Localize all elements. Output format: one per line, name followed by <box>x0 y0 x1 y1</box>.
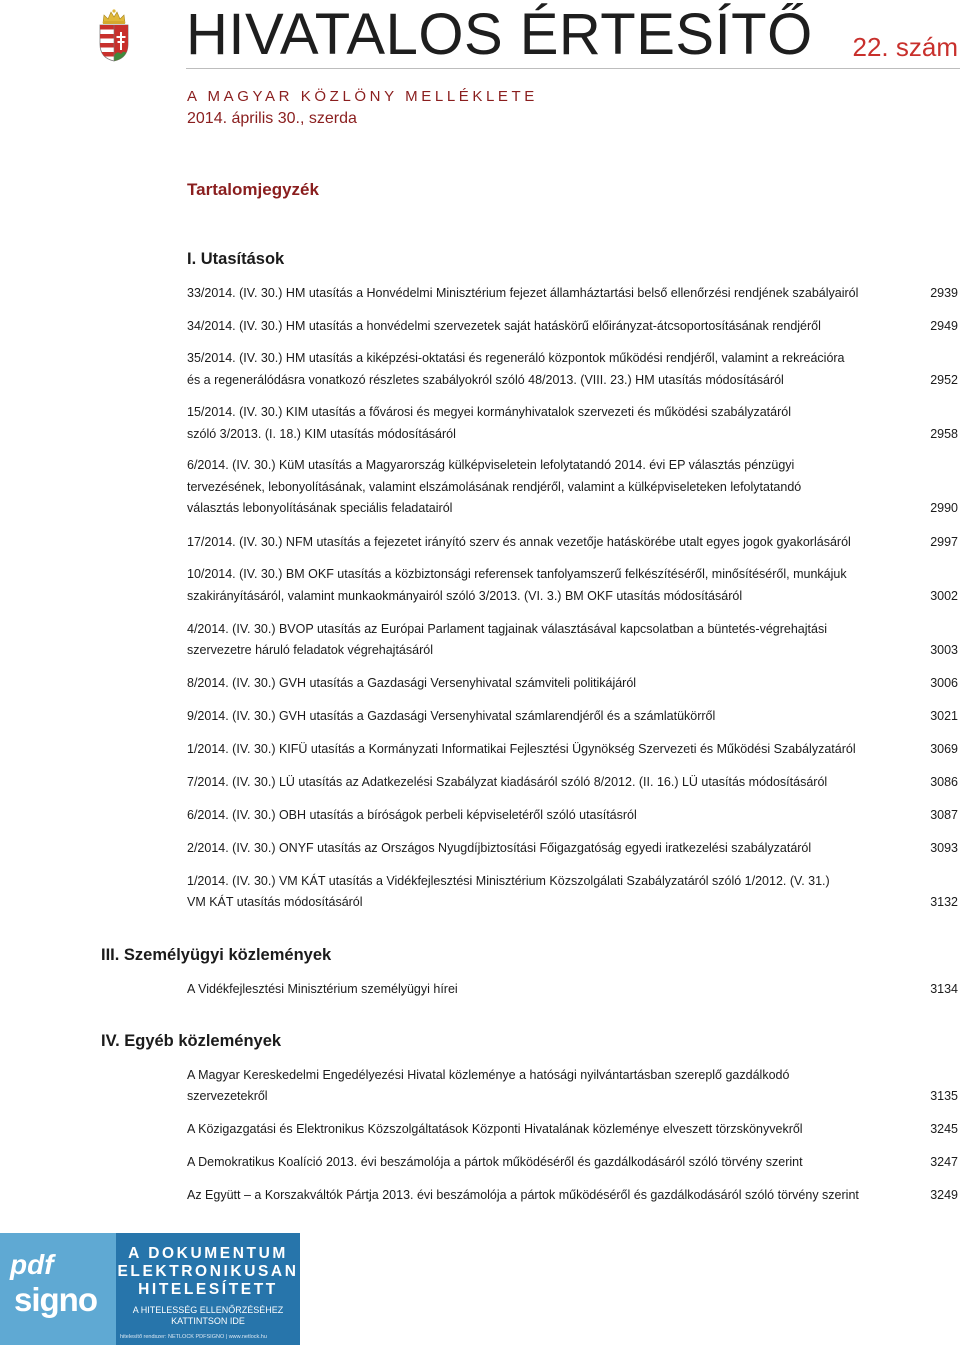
toc-page-number: 3086 <box>930 775 958 789</box>
toc-page-number: 3245 <box>930 1122 958 1136</box>
toc-entry-text: 33/2014. (IV. 30.) HM utasítás a Honvédelmi Minisztérium fejezet államháztartási belső ellenőrzési rendjének szabályairól <box>187 286 859 300</box>
badge-panel <box>116 1233 300 1345</box>
coat-of-arms-icon <box>96 8 132 62</box>
toc-page-number: 3021 <box>930 709 958 723</box>
toc-entry-text: 17/2014. (IV. 30.) NFM utasítás a fejezetet irányító szerv és annak vezetője hatáskörébe utalt egyes jogok gyakorlásáról <box>187 535 851 549</box>
publication-subtitle: A MAGYAR KÖZLÖNY MELLÉKLETE <box>187 88 538 105</box>
publication-date: 2014. április 30., szerda <box>187 110 357 127</box>
section-heading-egyeb: IV. Egyéb közlemények <box>101 1032 282 1050</box>
toc-page-number: 2952 <box>930 373 958 387</box>
toc-page-number: 3003 <box>930 643 958 657</box>
toc-entry-text: 6/2014. (IV. 30.) KüM utasítás a Magyarország külképviseletein lefolytatandó 2014. évi EP választás pénzügyi <box>187 458 795 472</box>
toc-page-number: 3006 <box>930 676 958 690</box>
logo-pdf-text: pdf <box>10 1249 54 1280</box>
toc-page-number: 2997 <box>930 535 958 549</box>
toc-page-number: 3069 <box>930 742 958 756</box>
toc-entry-text: 1/2014. (IV. 30.) VM KÁT utasítás a Vidékfejlesztési Minisztérium Közszolgálati Szabályzatáról szóló 1/2012. (V. 31.) <box>187 874 830 888</box>
authentication-badge[interactable] <box>0 1233 300 1345</box>
issue-number: 22. szám <box>852 32 958 62</box>
toc-entry-text: választás lebonyolításának speciális feladatairól <box>187 501 453 515</box>
toc-entry-text: 6/2014. (IV. 30.) OBH utasítás a bíróságok perbeli képviseletéről szóló utasításról <box>187 808 637 822</box>
toc-page-number: 2949 <box>930 319 958 333</box>
toc-entry-text: 7/2014. (IV. 30.) LÜ utasítás az Adatkezelési Szabályzat kiadásáról szóló 8/2012. (II. 16.) LÜ utasítás módosításáról <box>187 775 828 789</box>
toc-page-number: 3002 <box>930 589 958 603</box>
toc-entry-text: VM KÁT utasítás módosításáról <box>187 895 363 909</box>
toc-entry-text: 10/2014. (IV. 30.) BM OKF utasítás a közbiztonsági referensek tanfolyamszerű felkészítéséről, minősítéséről, munkájuk <box>187 567 847 581</box>
badge-line-2: ELEKTRONIKUSAN <box>117 1263 299 1280</box>
toc-entry-text: és a regenerálódásra vonatkozó részletes szabályokról szóló 48/2013. (VIII. 23.) HM utasítás módosításáról <box>187 373 784 387</box>
toc-entry-text: A Közigazgatási és Elektronikus Közszolgáltatások Központi Hivatalának közleménye elveszett törzskönyvekről <box>187 1122 803 1136</box>
section-heading-szemelyugyi: III. Személyügyi közlemények <box>101 946 332 964</box>
toc-entry-text: szakirányításáról, valamint munkaokmányairól szóló 3/2013. (VI. 3.) BM OKF utasítás módosításáról <box>187 589 743 603</box>
header-divider <box>186 68 960 69</box>
toc-entry-text: szervezetre háruló feladatok végrehajtásáról <box>187 643 433 657</box>
toc-page-number: 3249 <box>930 1188 958 1202</box>
toc-entry-text: 9/2014. (IV. 30.) GVH utasítás a Gazdasági Versenyhivatal számlarendjéről és a számlatükörről <box>187 709 716 723</box>
badge-line-3: HITELESÍTETT <box>138 1281 278 1298</box>
toc-page-number: 3093 <box>930 841 958 855</box>
toc-entry-text: tervezésének, lebonyolításának, valamint elszámolásának rendjéről, valamint a külképviseleteken lefolytatandó <box>187 480 802 494</box>
toc-entry-text: A Magyar Kereskedelmi Engedélyezési Hivatal közleménye a hatósági nyilvántartásban szereplő gazdálkodó <box>187 1068 790 1082</box>
toc-entry-text: A Vidékfejlesztési Minisztérium személyügyi hírei <box>187 982 458 996</box>
section-heading-utasitasok: I. Utasítások <box>187 250 285 268</box>
badge-verify-text: A HITELESSÉG ELLENŐRZÉSÉHEZ <box>132 1305 284 1315</box>
toc-entry-text: 15/2014. (IV. 30.) KIM utasítás a fővárosi és megyei kormányhivatalok szervezeti és működési szabályzatáról <box>187 405 791 419</box>
toc-page-number: 3134 <box>930 982 958 996</box>
toc-entry-text: 2/2014. (IV. 30.) ONYF utasítás az Országos Nyugdíjbiztosítási Főigazgatóság egyedi iratkezelési szabályzatáról <box>187 841 812 855</box>
toc-heading: Tartalomjegyzék <box>187 180 319 199</box>
toc-entry-text: A Demokratikus Koalíció 2013. évi beszámolója a pártok működéséről és gazdálkodásáról szóló törvény szerint <box>187 1155 803 1169</box>
toc-page-number: 3135 <box>930 1089 958 1103</box>
toc-entry-text: szóló 3/2013. (I. 18.) KIM utasítás módosításáról <box>187 427 456 441</box>
toc-page-number: 2939 <box>930 286 958 300</box>
toc-page-number: 3132 <box>930 895 958 909</box>
pdfsigno-logo <box>0 1233 116 1345</box>
toc-page-number: 3247 <box>930 1155 958 1169</box>
badge-click-here[interactable]: KATTINTSON IDE <box>171 1316 245 1326</box>
logo-signo-text: signo <box>14 1281 97 1318</box>
publication-title: HIVATALOS ÉRTESÍTŐ <box>186 2 813 67</box>
toc-page-number: 2990 <box>930 501 958 515</box>
toc-page-number: 3087 <box>930 808 958 822</box>
badge-footer: hitelesítő rendszer: NETLOCK PDFSIGNO | www.netlock.hu <box>120 1334 267 1340</box>
toc-entry-text: 4/2014. (IV. 30.) BVOP utasítás az Európai Parlament tagjainak választásával kapcsolatban a büntetés-végrehajtási <box>187 622 827 636</box>
toc-page-number: 2958 <box>930 427 958 441</box>
toc-entry-text: szervezetekről <box>187 1089 268 1103</box>
toc-entry-text: 8/2014. (IV. 30.) GVH utasítás a Gazdasági Versenyhivatal számviteli politikájáról <box>187 676 637 690</box>
toc-entry-text: 1/2014. (IV. 30.) KIFÜ utasítás a Kormányzati Informatikai Fejlesztési Ügynökség Szervezeti és Működési Szabályzatáról <box>187 742 856 756</box>
toc-entry-text: 35/2014. (IV. 30.) HM utasítás a kiképzési-oktatási és regeneráló központok működési rendjéről, valamint a rekreációra <box>187 351 845 365</box>
toc-entry-text: 34/2014. (IV. 30.) HM utasítás a honvédelmi szervezetek saját hatáskörű előirányzat-átcsoportosításának rendjéről <box>187 319 821 333</box>
toc-entry-text: Az Együtt – a Korszakváltók Pártja 2013. évi beszámolója a pártok működéséről és gazdálkodásáról szóló törvény szerint <box>187 1188 859 1202</box>
badge-line-1: A DOKUMENTUM <box>128 1245 288 1262</box>
